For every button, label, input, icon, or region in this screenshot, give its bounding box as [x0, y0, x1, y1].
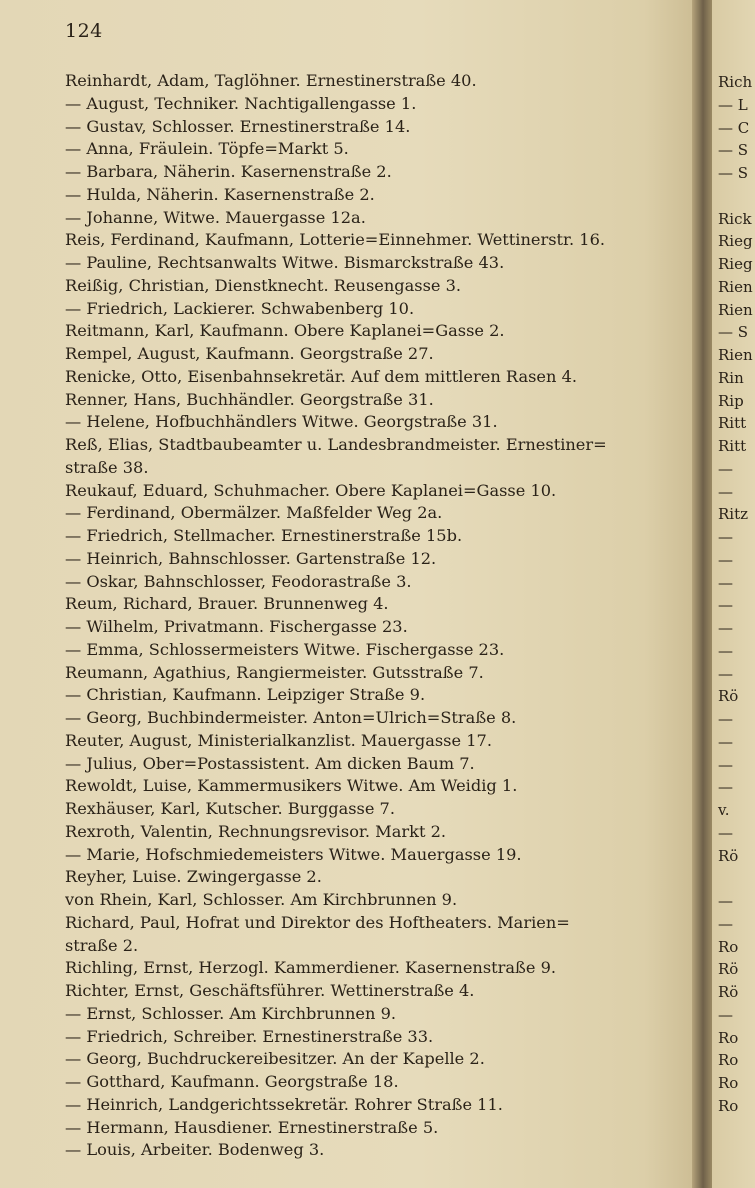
- facing-page-fragment: —: [718, 755, 733, 774]
- directory-entry: — Friedrich, Lackierer. Schwabenberg 10.: [65, 298, 415, 318]
- directory-entry: Reitmann, Karl, Kaufmann. Obere Kaplanei=Gasse 2.: [65, 321, 505, 341]
- directory-entry: Reis, Ferdinand, Kaufmann, Lotterie=Einnehmer. Wettinerstr. 16.: [65, 230, 606, 250]
- directory-entry: — Emma, Schlossermeisters Witwe. Fischergasse 23.: [65, 639, 505, 659]
- facing-page-fragment: Rö: [718, 846, 739, 865]
- directory-entry: — Marie, Hofschmiedemeisters Witwe. Mauergasse 19.: [65, 844, 522, 864]
- directory-entry: — Oskar, Bahnschlosser, Feodorastraße 3.: [65, 571, 412, 591]
- directory-entry: — Gustav, Schlosser. Ernestinerstraße 14.: [65, 116, 411, 136]
- facing-page-fragment: Ro: [718, 1096, 739, 1115]
- facing-page-fragment: —: [718, 710, 733, 728]
- directory-entry: von Rhein, Karl, Schlosser. Am Kirchbrunnen 9.: [65, 890, 458, 909]
- facing-page-fragment: — C: [718, 118, 750, 137]
- directory-entry: Reuter, August, Ministerialkanzlist. Mauergasse 17.: [65, 730, 492, 750]
- directory-entries: [65, 70, 693, 1162]
- directory-entry: — Julius, Ober=Postassistent. Am dicken Baum 7.: [65, 753, 475, 773]
- facing-page-fragment: —: [718, 1005, 733, 1024]
- facing-page-fragment: —: [718, 550, 733, 569]
- directory-entry: straße 2.: [65, 935, 139, 955]
- facing-page-fragment: Rieg: [718, 232, 753, 251]
- book-spine: [692, 0, 712, 1188]
- directory-entry: Reyher, Luise. Zwingergasse 2.: [65, 867, 322, 887]
- facing-page-fragment: Ritz: [718, 505, 749, 524]
- facing-page-fragment: Rö: [718, 983, 739, 1001]
- facing-page-fragment: —: [718, 573, 733, 592]
- facing-page-edge: [712, 0, 755, 1188]
- facing-page-fragment: — S: [718, 323, 749, 342]
- directory-entry: Rewoldt, Luise, Kammermusikers Witwe. Am Weidig 1.: [65, 776, 518, 796]
- directory-entry: Renicke, Otto, Eisenbahnsekretär. Auf dem mittleren Rasen 4.: [65, 366, 578, 386]
- directory-entry: — Christian, Kaufmann. Leipziger Straße 9.: [65, 685, 426, 705]
- facing-page-fragment: —: [718, 823, 733, 842]
- facing-page-fragment: Rien: [718, 346, 753, 364]
- facing-page-fragment: Rö: [718, 960, 739, 979]
- directory-entry: — Pauline, Rechtsanwalts Witwe. Bismarckstraße 43.: [65, 253, 505, 272]
- facing-page-fragment: Ritt: [718, 414, 747, 433]
- directory-entry: Reißig, Christian, Dienstknecht. Reusengasse 3.: [65, 275, 462, 295]
- facing-page-fragment: Rin: [718, 368, 744, 387]
- directory-entry: — Helene, Hofbuchhändlers Witwe. Georgstraße 31.: [65, 412, 498, 432]
- facing-page-fragment: Rieg: [718, 255, 753, 273]
- facing-page-fragment: Ritt: [718, 437, 747, 455]
- directory-entry: straße 38.: [65, 457, 149, 477]
- directory-entry: Reumann, Agathius, Rangiermeister. Gutsstraße 7.: [65, 662, 484, 682]
- facing-page-fragment: Ro: [718, 1051, 739, 1070]
- facing-page-fragment: —: [718, 482, 733, 501]
- directory-entry: — Ferdinand, Obermälzer. Maßfelder Weg 2a.: [65, 503, 443, 523]
- directory-entry: — Hulda, Näherin. Kasernenstraße 2.: [65, 184, 375, 204]
- facing-page-fragment: —: [718, 778, 733, 797]
- facing-page-fragment: Rip: [718, 391, 744, 410]
- facing-page-fragment: —: [718, 528, 733, 546]
- directory-entry: — Gotthard, Kaufmann. Georgstraße 18.: [65, 1072, 399, 1091]
- directory-entry: Reß, Elias, Stadtbaubeamter u. Landesbrandmeister. Ernestiner=: [65, 435, 607, 454]
- facing-page-fragment: Rien: [718, 277, 753, 296]
- directory-entry: — Georg, Buchdruckereibesitzer. An der Kapelle 2.: [65, 1049, 485, 1069]
- directory-entry: — Ernst, Schlosser. Am Kirchbrunnen 9.: [65, 1003, 397, 1023]
- directory-entry: — Friedrich, Schreiber. Ernestinerstraße 33.: [65, 1026, 434, 1046]
- directory-entry: Richling, Ernst, Herzogl. Kammerdiener. Kasernenstraße 9.: [65, 958, 557, 978]
- directory-entry: Reinhardt, Adam, Taglöhner. Ernestinerstraße 40.: [65, 71, 477, 90]
- directory-entry: — Heinrich, Bahnschlosser. Gartenstraße 12.: [65, 548, 437, 568]
- directory-entry: Rempel, August, Kaufmann. Georgstraße 27.: [65, 344, 434, 363]
- facing-page-fragment: Ro: [718, 1028, 739, 1047]
- facing-page-fragment: Rick: [718, 209, 752, 228]
- directory-entry: — Friedrich, Stellmacher. Ernestinerstraße 15b.: [65, 526, 463, 545]
- directory-entry: — Johanne, Witwe. Mauergasse 12a.: [65, 207, 366, 227]
- directory-entry: Rexhäuser, Karl, Kutscher. Burggasse 7.: [65, 799, 395, 818]
- facing-page-fragment: —: [718, 596, 733, 615]
- page-number: 124: [65, 20, 103, 42]
- facing-page-fragment: Rien: [718, 300, 753, 319]
- facing-page-fragment: Ro: [718, 1074, 739, 1092]
- facing-page-fragment: —: [718, 914, 733, 933]
- directory-entry: Reum, Richard, Brauer. Brunnenweg 4.: [65, 594, 389, 614]
- facing-page-fragment: —: [718, 664, 733, 683]
- directory-entry: — Hermann, Hausdiener. Ernestinerstraße 5.: [65, 1117, 439, 1137]
- facing-page-fragment: Ro: [718, 937, 739, 956]
- facing-page-fragment: — S: [718, 141, 749, 160]
- facing-page-fragment: Rich: [718, 73, 753, 91]
- directory-entry: — Barbara, Näherin. Kasernenstraße 2.: [65, 162, 392, 181]
- facing-page-fragment: —: [718, 619, 733, 637]
- directory-entry: — Georg, Buchbindermeister. Anton=Ulrich=Straße 8.: [65, 708, 517, 727]
- facing-page-fragment: — L: [718, 95, 748, 114]
- facing-page-fragment: —: [718, 459, 733, 478]
- directory-entry: — Wilhelm, Privatmann. Fischergasse 23.: [65, 617, 408, 636]
- facing-page-fragment: —: [718, 892, 733, 910]
- directory-entry: Reukauf, Eduard, Schuhmacher. Obere Kaplanei=Gasse 10.: [65, 480, 557, 500]
- directory-entry: Richard, Paul, Hofrat und Direktor des Hoftheaters. Marien=: [65, 912, 570, 932]
- directory-entry: Renner, Hans, Buchhändler. Georgstraße 31.: [65, 389, 434, 409]
- facing-page-fragment: — S: [718, 164, 749, 182]
- facing-page-fragment: Rö: [718, 687, 739, 706]
- directory-entry: — Anna, Fräulein. Töpfe=Markt 5.: [65, 139, 349, 159]
- directory-entry: Richter, Ernst, Geschäftsführer. Wettinerstraße 4.: [65, 981, 475, 1000]
- facing-page-fragment: —: [718, 732, 733, 751]
- facing-page-fragment: —: [718, 641, 733, 660]
- directory-entry: Rexroth, Valentin, Rechnungsrevisor. Markt 2.: [65, 821, 447, 841]
- directory-entry: — August, Techniker. Nachtigallengasse 1.: [65, 93, 417, 113]
- directory-entry: — Heinrich, Landgerichtssekretär. Rohrer Straße 11.: [65, 1094, 503, 1114]
- directory-entry: — Louis, Arbeiter. Bodenweg 3.: [65, 1140, 325, 1160]
- facing-page-fragment: v.: [718, 801, 730, 819]
